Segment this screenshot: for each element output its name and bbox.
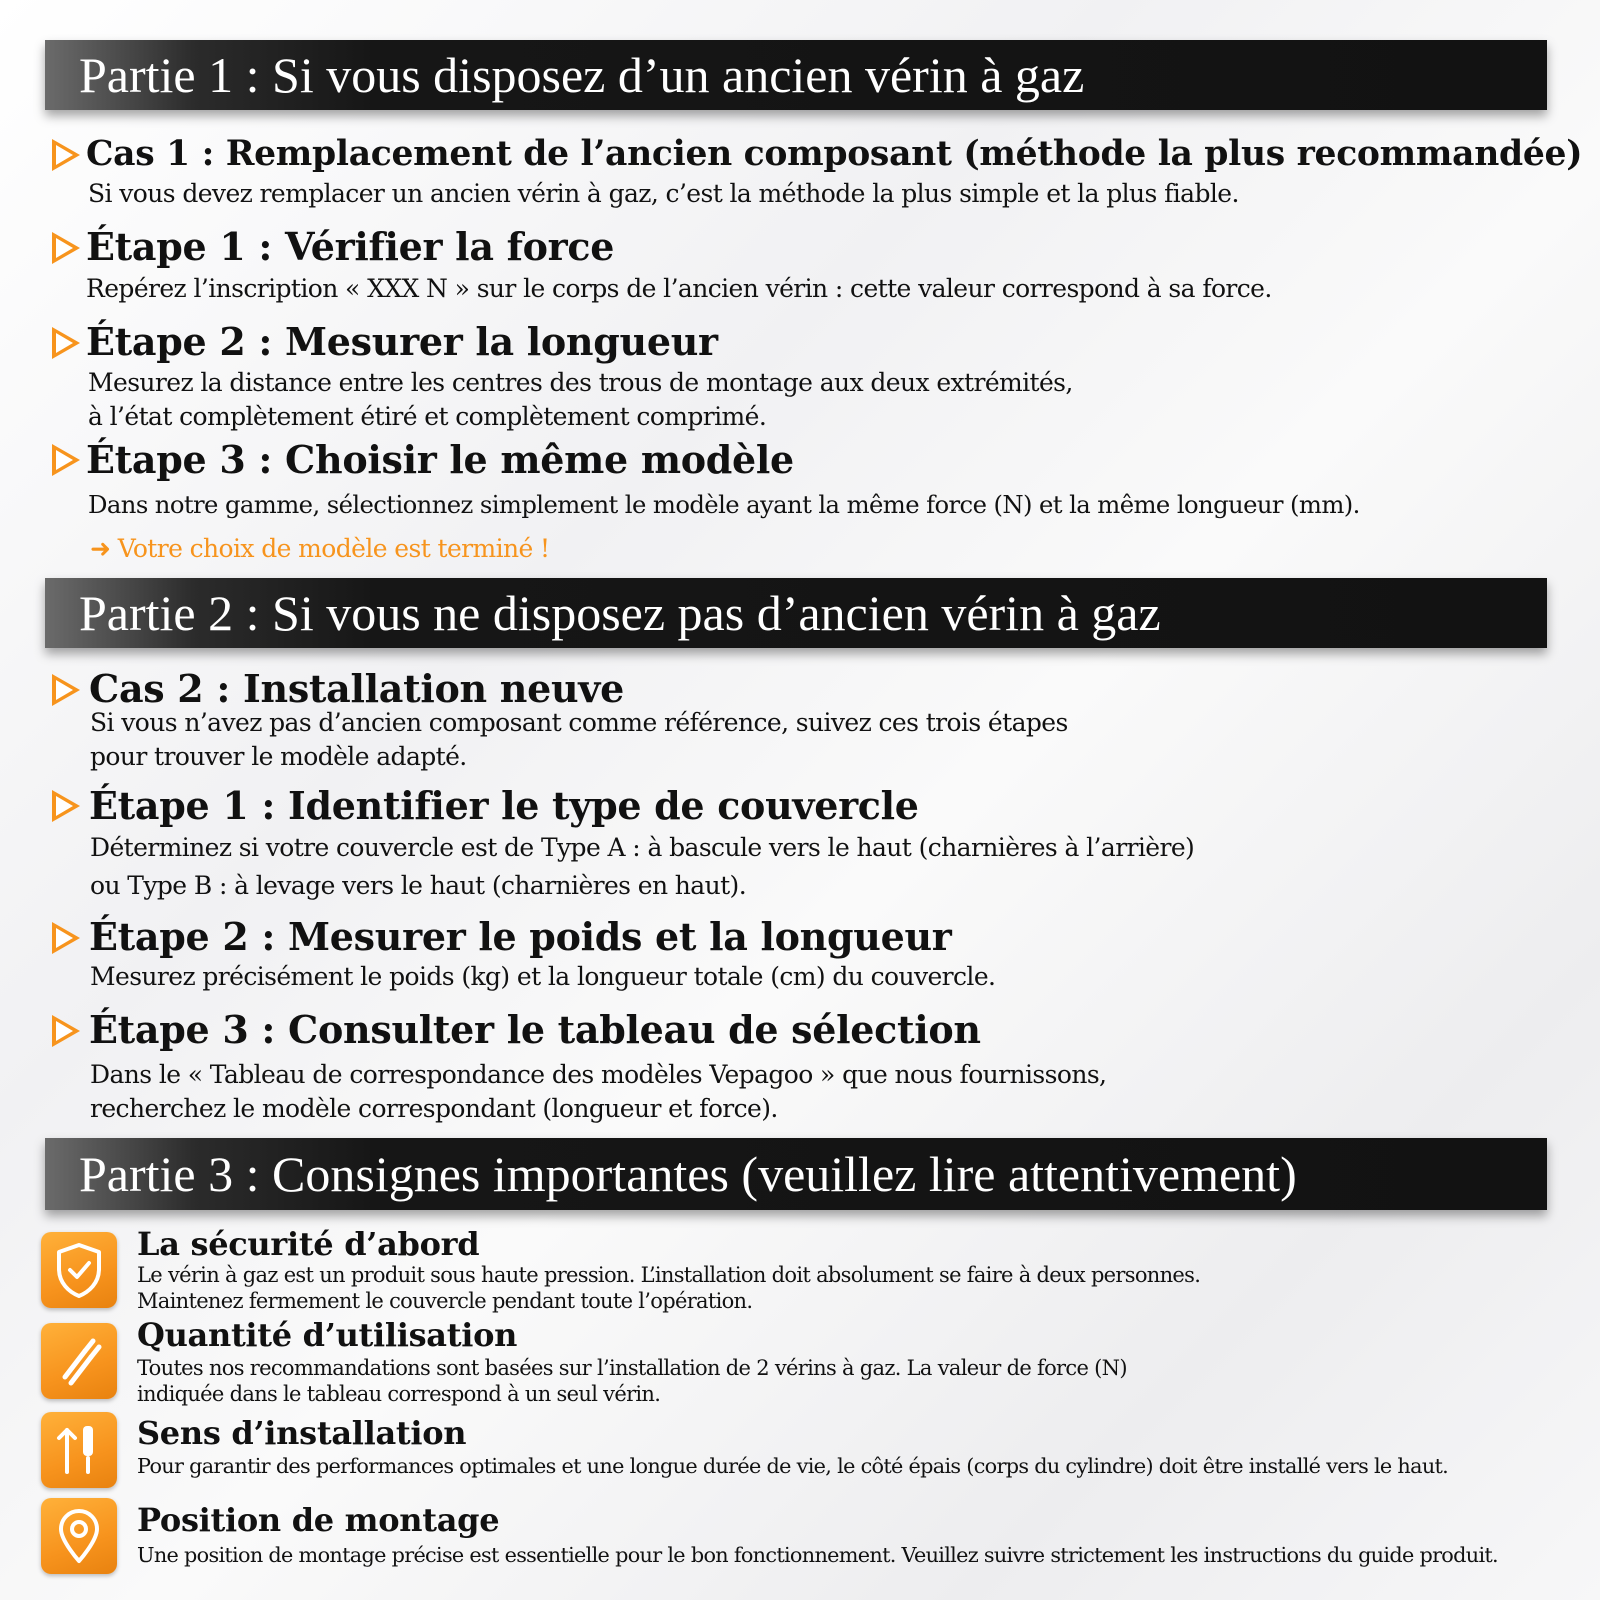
- part2-step1-line2: ou Type B : à levage vers le haut (charnières en haut).: [90, 871, 747, 900]
- part1-step2-title: Étape 2 : Mesurer la longueur: [86, 319, 718, 364]
- part2-step3-line2: recherchez le modèle correspondant (longueur et force).: [90, 1094, 778, 1123]
- bullet-arrow-icon: [52, 922, 80, 954]
- part1-step1-text: Repérez l’inscription « XXX N » sur le corps de l’ancien vérin : cette valeur correspond à sa force.: [86, 274, 1272, 303]
- part2-header: [45, 578, 1547, 648]
- part1-done-text: ➜ Votre choix de modèle est terminé !: [90, 534, 550, 563]
- part1-step2-line1: Mesurez la distance entre les centres des trous de montage aux deux extrémités,: [88, 368, 1073, 397]
- note-safety-line2: Maintenez fermement le couvercle pendant toute l’opération.: [137, 1289, 753, 1313]
- part2-step2-title: Étape 2 : Mesurer le poids et la longueur: [89, 914, 952, 959]
- note-safety-title: La sécurité d’abord: [137, 1225, 480, 1263]
- note-position-title: Position de montage: [137, 1501, 500, 1539]
- part2-case-line1: Si vous n’avez pas d’ancien composant comme référence, suivez ces trois étapes: [90, 708, 1068, 737]
- bullet-arrow-icon: [52, 327, 80, 359]
- part1-step3-text: Dans notre gamme, sélectionnez simplement le modèle ayant la même force (N) et la même longueur (mm).: [88, 490, 1360, 519]
- note-quantity-line1: Toutes nos recommandations sont basées sur l’installation de 2 vérins à gaz. La valeur de force (N): [137, 1356, 1127, 1380]
- note-safety-line1: Le vérin à gaz est un produit sous haute pression. L’installation doit absolument se faire à deux personnes.: [137, 1263, 1201, 1287]
- install-direction-icon: [41, 1412, 117, 1488]
- part2-title: Partie 2 : Si vous ne disposez pas d’ancien vérin à gaz: [79, 585, 1161, 641]
- part1-header: [45, 40, 1547, 110]
- bullet-arrow-icon: [52, 790, 80, 822]
- part2-step3-line1: Dans le « Tableau de correspondance des modèles Vepagoo » que nous fournissons,: [90, 1060, 1107, 1089]
- bullet-arrow-icon: [52, 674, 80, 706]
- part2-case-line2: pour trouver le modèle adapté.: [90, 742, 467, 771]
- shield-check-icon: [41, 1232, 117, 1308]
- note-quantity-title: Quantité d’utilisation: [137, 1316, 518, 1354]
- note-direction-title: Sens d’installation: [137, 1414, 467, 1452]
- part1-step3-title: Étape 3 : Choisir le même modèle: [86, 437, 794, 482]
- part1-step1-title: Étape 1 : Vérifier la force: [86, 224, 615, 269]
- part1-title: Partie 1 : Si vous disposez d’un ancien vérin à gaz: [79, 47, 1085, 103]
- note-direction-line1: Pour garantir des performances optimales et une longue durée de vie, le côté épais (corps du cylindre) doit être installé vers le haut.: [137, 1454, 1449, 1478]
- note-quantity-line2: indiquée dans le tableau correspond à un seul vérin.: [137, 1382, 661, 1406]
- gas-struts-icon: [41, 1323, 117, 1399]
- part1-case-text: Si vous devez remplacer un ancien vérin à gaz, c’est la méthode la plus simple et la plus fiable.: [88, 179, 1239, 208]
- part2-case-title: Cas 2 : Installation neuve: [89, 666, 624, 711]
- note-position-line1: Une position de montage précise est essentielle pour le bon fonctionnement. Veuillez suivre strictement les instructions du guide produit.: [137, 1543, 1498, 1567]
- map-pin-icon: [41, 1498, 117, 1574]
- part2-step1-title: Étape 1 : Identifier le type de couvercle: [89, 783, 919, 828]
- part3-header: [45, 1138, 1547, 1210]
- part2-step3-title: Étape 3 : Consulter le tableau de sélection: [89, 1007, 981, 1052]
- part2-step1-line1: Déterminez si votre couvercle est de Type A : à bascule vers le haut (charnières à l’arrière): [90, 833, 1195, 862]
- part3-title: Partie 3 : Consignes importantes (veuillez lire attentivement): [79, 1146, 1297, 1202]
- part2-step2-text: Mesurez précisément le poids (kg) et la longueur totale (cm) du couvercle.: [90, 962, 996, 991]
- part1-case-title: Cas 1 : Remplacement de l’ancien composant (méthode la plus recommandée): [86, 134, 1583, 174]
- bullet-arrow-icon: [52, 1015, 80, 1047]
- part1-step2-line2: à l’état complètement étiré et complètement comprimé.: [88, 402, 767, 431]
- bullet-arrow-icon: [52, 139, 80, 171]
- bullet-arrow-icon: [52, 444, 80, 476]
- bullet-arrow-icon: [52, 232, 80, 264]
